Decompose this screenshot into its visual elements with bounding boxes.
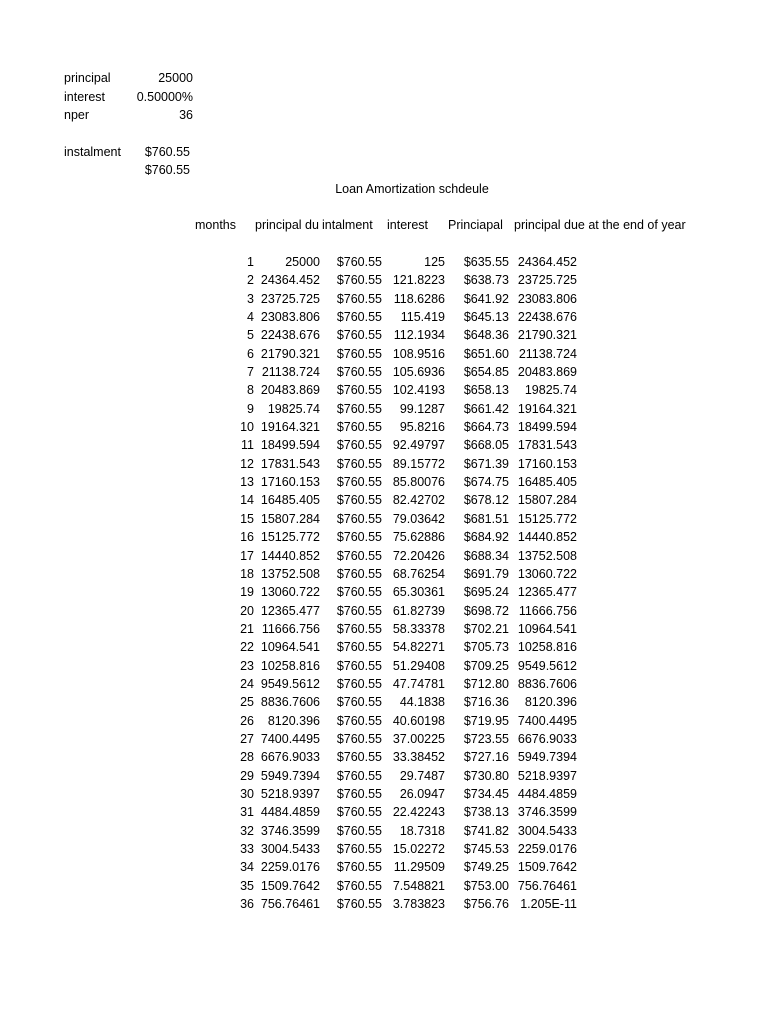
instalment-cell: $760.55: [336, 548, 382, 563]
table-row: [0, 455, 768, 473]
interest-cell: 72.20426: [392, 548, 445, 563]
table-row: [0, 803, 768, 821]
opening-principal-cell: 5218.9397: [260, 786, 320, 801]
table-row: [0, 840, 768, 858]
month-cell: 16: [240, 530, 254, 545]
principal-paid-cell: $691.79: [463, 566, 509, 581]
closing-principal-cell: 4484.4859: [517, 786, 577, 801]
table-row: [0, 363, 768, 381]
instalment-cell: $760.55: [336, 365, 382, 380]
interest-cell: 75.62886: [392, 530, 445, 545]
month-cell: 8: [247, 383, 254, 398]
month-cell: 11: [241, 438, 254, 453]
principal-paid-cell: $723.55: [463, 731, 509, 746]
interest-cell: 89.15772: [392, 456, 445, 471]
table-row: [0, 510, 768, 528]
interest-cell: 105.6936: [392, 365, 445, 380]
interest-cell: 37.00225: [392, 731, 445, 746]
interest-cell: 47.74781: [392, 676, 445, 691]
table-row: [0, 290, 768, 308]
interest-cell: 29.7487: [399, 768, 445, 783]
interest-cell: 11.29509: [393, 860, 445, 875]
opening-principal-cell: 18499.594: [260, 438, 320, 453]
instalment-cell: $760.55: [336, 640, 382, 655]
header-end-due: principal due at the end of year: [514, 218, 686, 232]
schedule-table: [0, 253, 768, 913]
interest-cell: 26.0947: [399, 786, 445, 801]
principal-paid-cell: $641.92: [463, 291, 509, 306]
principal-paid-cell: $635.55: [463, 255, 509, 269]
closing-principal-cell: 16485.405: [517, 475, 577, 490]
interest-cell: 58.33378: [392, 621, 445, 636]
principal-paid-cell: $745.53: [463, 842, 509, 856]
instalment-cell: $760.55: [336, 456, 382, 471]
header-principal-due: principal du: [255, 218, 319, 232]
instalment-cell: $760.55: [336, 383, 382, 398]
month-cell: 7: [247, 365, 254, 380]
instalment-cell: $760.55: [336, 401, 382, 416]
closing-principal-cell: 23083.806: [517, 291, 577, 306]
table-row: [0, 822, 768, 840]
month-cell: 9: [247, 401, 254, 416]
month-cell: 22: [240, 640, 254, 655]
principal-paid-cell: $698.72: [463, 603, 509, 618]
instalment-cell: $760.55: [336, 328, 382, 343]
principal-paid-cell: $651.60: [463, 346, 509, 361]
month-cell: 12: [240, 456, 254, 471]
table-row: [0, 547, 768, 565]
interest-cell: 3.783823: [392, 897, 445, 912]
closing-principal-cell: 17831.543: [517, 438, 577, 453]
table-row: [0, 657, 768, 675]
table-row: [0, 877, 768, 895]
instalment-cell: $760.55: [336, 346, 382, 361]
month-cell: 33: [240, 842, 254, 856]
principal-paid-cell: $727.16: [463, 750, 509, 765]
opening-principal-cell: 25000: [285, 255, 320, 269]
month-cell: 21: [240, 621, 254, 636]
principal-paid-cell: $668.05: [463, 438, 509, 453]
closing-principal-cell: 21138.724: [518, 346, 577, 361]
closing-principal-cell: 5949.7394: [517, 750, 577, 765]
closing-principal-cell: 1509.7642: [517, 860, 577, 875]
instalment-cell: $760.55: [336, 750, 382, 765]
table-row: [0, 565, 768, 583]
table-row: [0, 675, 768, 693]
month-cell: 13: [240, 475, 254, 490]
interest-cell: 33.38452: [392, 750, 445, 765]
month-cell: 19: [240, 585, 254, 600]
instalment-cell: $760.55: [336, 255, 382, 269]
month-cell: 31: [240, 805, 254, 820]
month-cell: 18: [240, 566, 254, 581]
interest-cell: 44.1838: [399, 695, 445, 710]
closing-principal-cell: 5218.9397: [517, 768, 577, 783]
principal-paid-cell: $678.12: [463, 493, 509, 508]
month-cell: 32: [240, 823, 254, 838]
interest-cell: 51.29408: [392, 658, 445, 673]
opening-principal-cell: 2259.0176: [260, 860, 320, 875]
opening-principal-cell: 13752.508: [260, 566, 320, 581]
opening-principal-cell: 14440.852: [260, 548, 320, 563]
table-row: [0, 785, 768, 803]
opening-principal-cell: 17160.153: [260, 475, 320, 490]
table-row: [0, 693, 768, 711]
closing-principal-cell: 8836.7606: [517, 676, 577, 691]
opening-principal-cell: 4484.4859: [260, 805, 320, 820]
table-row: [0, 712, 768, 730]
instalment-cell: $760.55: [336, 438, 382, 453]
opening-principal-cell: 6676.9033: [260, 750, 320, 765]
instalment-label: instalment: [64, 145, 121, 159]
nper-label: nper: [64, 108, 90, 122]
instalment-cell: $760.55: [336, 897, 382, 912]
instalment-cell: $760.55: [336, 566, 382, 581]
principal-paid-cell: $648.36: [463, 328, 509, 343]
opening-principal-cell: 13060.722: [260, 585, 320, 600]
instalment-cell: $760.55: [336, 768, 382, 783]
table-row: [0, 253, 768, 271]
header-interest: interest: [387, 218, 428, 232]
instalment-value-repeat: $760.55: [144, 163, 190, 177]
opening-principal-cell: 756.76461: [260, 897, 320, 912]
instalment-cell: $760.55: [336, 493, 382, 508]
schedule-title: Loan Amortization schdeule: [335, 182, 489, 196]
opening-principal-cell: 20483.869: [260, 383, 320, 398]
principal-value: 25000: [158, 71, 193, 85]
principal-paid-cell: $753.00: [463, 878, 509, 893]
interest-cell: 95.8216: [399, 420, 445, 435]
principal-paid-cell: $712.80: [463, 676, 509, 691]
month-cell: 29: [240, 768, 254, 783]
instalment-cell: $760.55: [336, 823, 382, 838]
table-row: [0, 473, 768, 491]
opening-principal-cell: 24364.452: [260, 273, 320, 288]
table-row: [0, 308, 768, 326]
closing-principal-cell: 3746.3599: [517, 805, 577, 820]
principal-paid-cell: $705.73: [463, 640, 509, 655]
instalment-cell: $760.55: [336, 878, 382, 893]
instalment-cell: $760.55: [336, 805, 382, 820]
closing-principal-cell: 19825.74: [524, 383, 577, 398]
month-cell: 28: [240, 750, 254, 765]
table-row: [0, 400, 768, 418]
month-cell: 36: [240, 897, 254, 912]
interest-cell: 85.80076: [392, 475, 445, 490]
instalment-cell: $760.55: [336, 310, 382, 325]
month-cell: 4: [247, 310, 254, 325]
principal-paid-cell: $645.13: [463, 310, 509, 325]
interest-cell: 40.60198: [392, 713, 445, 728]
month-cell: 17: [240, 548, 254, 563]
opening-principal-cell: 12365.477: [260, 603, 320, 618]
interest-cell: 65.30361: [392, 585, 445, 600]
opening-principal-cell: 21790.321: [260, 346, 320, 361]
interest-cell: 18.7318: [399, 823, 445, 838]
opening-principal-cell: 19164.321: [260, 420, 320, 435]
month-cell: 10: [240, 420, 254, 435]
opening-principal-cell: 8836.7606: [260, 695, 320, 710]
principal-paid-cell: $674.75: [463, 475, 509, 490]
principal-paid-cell: $738.13: [463, 805, 509, 820]
principal-paid-cell: $661.42: [463, 401, 509, 416]
interest-cell: 112.1934: [393, 328, 445, 343]
principal-label: principal: [64, 71, 111, 85]
table-row: [0, 528, 768, 546]
header-months: months: [195, 218, 236, 232]
closing-principal-cell: 8120.396: [524, 695, 577, 710]
opening-principal-cell: 10258.816: [260, 658, 320, 673]
principal-paid-cell: $730.80: [463, 768, 509, 783]
interest-cell: 92.49797: [392, 438, 445, 453]
principal-paid-cell: $734.45: [463, 786, 509, 801]
interest-cell: 115.419: [400, 310, 445, 325]
closing-principal-cell: 17160.153: [517, 456, 577, 471]
interest-cell: 15.02272: [392, 842, 445, 856]
opening-principal-cell: 15807.284: [260, 511, 320, 526]
month-cell: 2: [247, 273, 254, 288]
table-row: [0, 602, 768, 620]
principal-paid-cell: $702.21: [463, 621, 509, 636]
table-row: [0, 326, 768, 344]
closing-principal-cell: 20483.869: [517, 365, 577, 380]
instalment-cell: $760.55: [336, 695, 382, 710]
instalment-cell: $760.55: [336, 842, 382, 856]
closing-principal-cell: 2259.0176: [517, 842, 577, 856]
table-row: [0, 583, 768, 601]
principal-paid-cell: $716.36: [463, 695, 509, 710]
opening-principal-cell: 9549.5612: [260, 676, 320, 691]
closing-principal-cell: 14440.852: [517, 530, 577, 545]
closing-principal-cell: 23725.725: [517, 273, 577, 288]
principal-paid-cell: $688.34: [463, 548, 509, 563]
interest-cell: 125: [424, 255, 445, 269]
opening-principal-cell: 3746.3599: [260, 823, 320, 838]
principal-paid-cell: $719.95: [463, 713, 509, 728]
month-cell: 30: [240, 786, 254, 801]
table-row: [0, 418, 768, 436]
interest-label: interest: [64, 90, 105, 104]
closing-principal-cell: 1.205E-11: [520, 897, 577, 912]
opening-principal-cell: 22438.676: [260, 328, 320, 343]
interest-value: 0.50000%: [136, 90, 193, 104]
month-cell: 5: [247, 328, 254, 343]
interest-cell: 68.76254: [392, 566, 445, 581]
month-cell: 14: [240, 493, 254, 508]
opening-principal-cell: 11666.756: [261, 621, 320, 636]
principal-paid-cell: $638.73: [463, 273, 509, 288]
opening-principal-cell: 7400.4495: [260, 731, 320, 746]
opening-principal-cell: 5949.7394: [260, 768, 320, 783]
interest-cell: 121.8223: [392, 273, 445, 288]
month-cell: 34: [240, 860, 254, 875]
table-row: [0, 271, 768, 289]
table-row: [0, 895, 768, 913]
table-row: [0, 381, 768, 399]
principal-paid-cell: $671.39: [463, 456, 509, 471]
opening-principal-cell: 8120.396: [267, 713, 320, 728]
table-row: [0, 620, 768, 638]
interest-cell: 108.9516: [392, 346, 445, 361]
principal-paid-cell: $681.51: [463, 511, 509, 526]
table-row: [0, 491, 768, 509]
interest-cell: 102.4193: [392, 383, 445, 398]
instalment-cell: $760.55: [336, 273, 382, 288]
month-cell: 27: [240, 731, 254, 746]
opening-principal-cell: 1509.7642: [260, 878, 320, 893]
closing-principal-cell: 13060.722: [517, 566, 577, 581]
closing-principal-cell: 22438.676: [517, 310, 577, 325]
month-cell: 1: [247, 255, 254, 269]
interest-cell: 118.6286: [393, 291, 445, 306]
opening-principal-cell: 17831.543: [260, 456, 320, 471]
principal-paid-cell: $749.25: [463, 860, 509, 875]
instalment-value: $760.55: [144, 145, 190, 159]
instalment-cell: $760.55: [336, 676, 382, 691]
month-cell: 15: [240, 511, 254, 526]
opening-principal-cell: 3004.5433: [260, 842, 320, 856]
month-cell: 3: [247, 291, 254, 306]
closing-principal-cell: 7400.4495: [517, 713, 577, 728]
instalment-cell: $760.55: [336, 530, 382, 545]
closing-principal-cell: 12365.477: [517, 585, 577, 600]
month-cell: 25: [240, 695, 254, 710]
instalment-cell: $760.55: [336, 420, 382, 435]
closing-principal-cell: 15807.284: [517, 493, 577, 508]
principal-paid-cell: $756.76: [463, 897, 509, 912]
opening-principal-cell: 15125.772: [260, 530, 320, 545]
month-cell: 6: [247, 346, 254, 361]
table-row: [0, 436, 768, 454]
opening-principal-cell: 16485.405: [260, 493, 320, 508]
month-cell: 35: [240, 878, 254, 893]
closing-principal-cell: 756.76461: [517, 878, 577, 893]
principal-paid-cell: $741.82: [463, 823, 509, 838]
closing-principal-cell: 11666.756: [518, 603, 577, 618]
interest-cell: 7.548821: [392, 878, 445, 893]
interest-cell: 82.42702: [392, 493, 445, 508]
instalment-cell: $760.55: [336, 713, 382, 728]
table-row: [0, 767, 768, 785]
instalment-cell: $760.55: [336, 731, 382, 746]
opening-principal-cell: 23083.806: [260, 310, 320, 325]
interest-cell: 79.03642: [392, 511, 445, 526]
table-row: [0, 345, 768, 363]
closing-principal-cell: 10964.541: [517, 621, 577, 636]
closing-principal-cell: 24364.452: [517, 255, 577, 269]
interest-cell: 54.82271: [392, 640, 445, 655]
instalment-cell: $760.55: [336, 658, 382, 673]
opening-principal-cell: 19825.74: [267, 401, 320, 416]
closing-principal-cell: 13752.508: [517, 548, 577, 563]
opening-principal-cell: 10964.541: [260, 640, 320, 655]
principal-paid-cell: $684.92: [463, 530, 509, 545]
month-cell: 23: [240, 658, 254, 673]
table-row: [0, 730, 768, 748]
principal-paid-cell: $664.73: [463, 420, 509, 435]
instalment-cell: $760.55: [336, 511, 382, 526]
header-instalment: intalment: [322, 218, 373, 232]
instalment-cell: $760.55: [336, 860, 382, 875]
table-row: [0, 858, 768, 876]
instalment-cell: $760.55: [336, 291, 382, 306]
closing-principal-cell: 15125.772: [517, 511, 577, 526]
principal-paid-cell: $654.85: [463, 365, 509, 380]
instalment-cell: $760.55: [336, 475, 382, 490]
principal-paid-cell: $709.25: [463, 658, 509, 673]
month-cell: 24: [240, 676, 254, 691]
closing-principal-cell: 19164.321: [517, 401, 577, 416]
closing-principal-cell: 21790.321: [517, 328, 577, 343]
opening-principal-cell: 21138.724: [261, 365, 320, 380]
interest-cell: 99.1287: [399, 401, 445, 416]
principal-paid-cell: $695.24: [463, 585, 509, 600]
closing-principal-cell: 18499.594: [517, 420, 577, 435]
table-row: [0, 638, 768, 656]
closing-principal-cell: 10258.816: [517, 640, 577, 655]
interest-cell: 22.42243: [392, 805, 445, 820]
closing-principal-cell: 9549.5612: [517, 658, 577, 673]
month-cell: 20: [240, 603, 254, 618]
nper-value: 36: [179, 108, 193, 122]
header-principal: Princiapal: [448, 218, 503, 232]
table-row: [0, 748, 768, 766]
closing-principal-cell: 3004.5433: [517, 823, 577, 838]
interest-cell: 61.82739: [392, 603, 445, 618]
instalment-cell: $760.55: [336, 585, 382, 600]
closing-principal-cell: 6676.9033: [517, 731, 577, 746]
principal-paid-cell: $658.13: [463, 383, 509, 398]
instalment-cell: $760.55: [336, 786, 382, 801]
instalment-cell: $760.55: [336, 621, 382, 636]
month-cell: 26: [240, 713, 254, 728]
instalment-cell: $760.55: [336, 603, 382, 618]
opening-principal-cell: 23725.725: [260, 291, 320, 306]
